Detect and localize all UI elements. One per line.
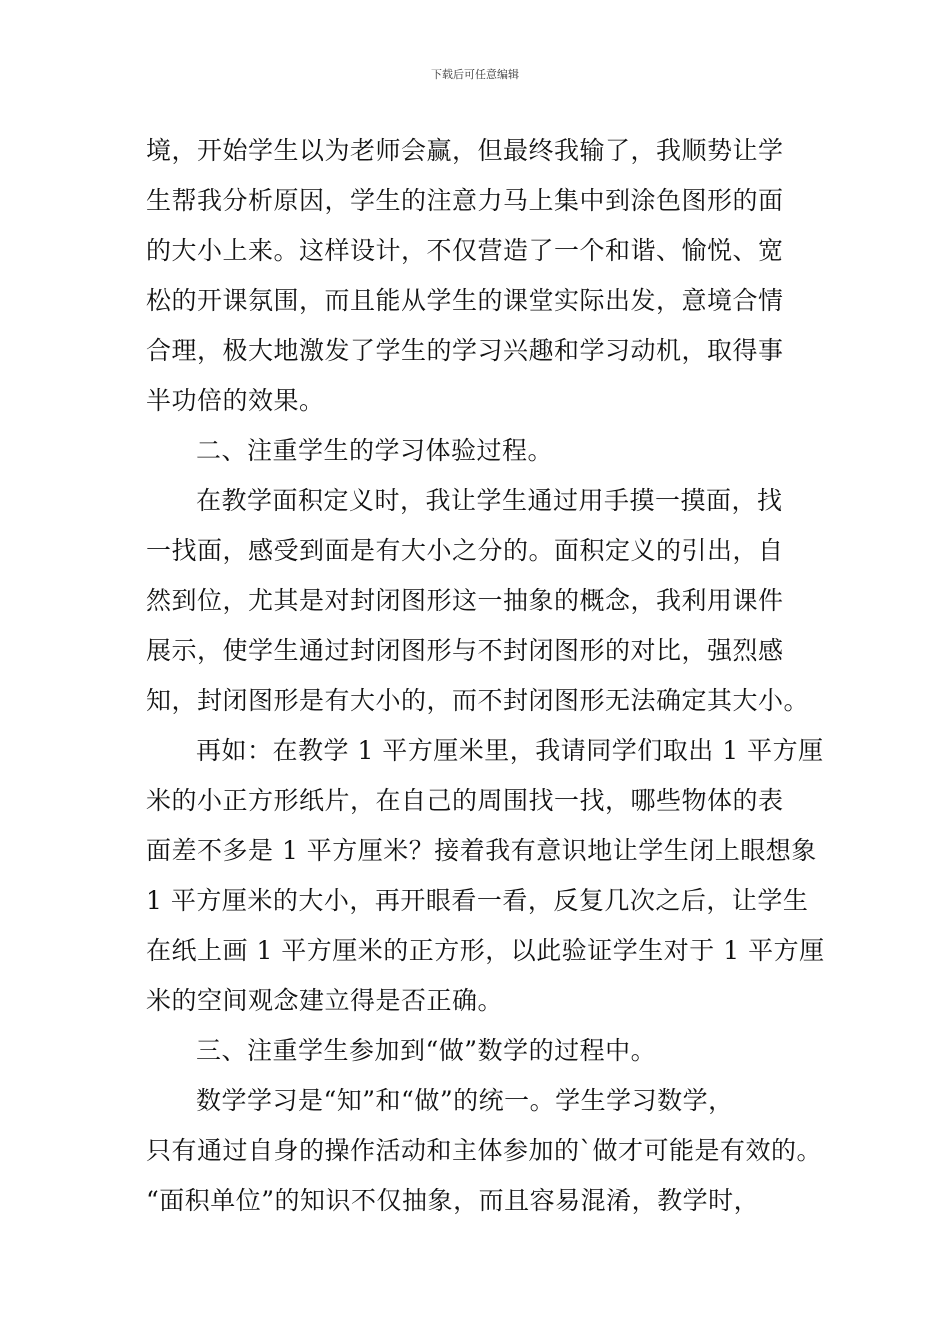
text-line: 松的开课氛围，而且能从学生的课堂实际出发，意境合情 — [146, 286, 784, 315]
body-text — [146, 126, 836, 1226]
text-line: 面差不多是 1 平方厘米？接着我有意识地让学生闭上眼想象 — [146, 836, 817, 865]
text-line: 在纸上画 1 平方厘米的正方形，以此验证学生对于 1 平方厘 — [146, 936, 825, 965]
page-header: 下载后可任意编辑 — [431, 68, 519, 81]
text-line: 只有通过自身的操作活动和主体参加的`做才可能是有效的。 — [146, 1136, 823, 1165]
text-line: 数学学习是“知”和“做”的统一。学生学习数学， — [196, 1086, 734, 1115]
text-line: 三、注重学生参加到“做”数学的过程中。 — [196, 1036, 657, 1065]
text-line: 一找面，感受到面是有大小之分的。面积定义的引出，自 — [146, 536, 784, 565]
text-line: 再如：在教学 1 平方厘米里，我请同学们取出 1 平方厘 — [196, 736, 824, 765]
text-line: 生帮我分析原因，学生的注意力马上集中到涂色图形的面 — [146, 186, 784, 215]
text-line: 的大小上来。这样设计，不仅营造了一个和谐、愉悦、宽 — [146, 236, 784, 265]
text-line: 境，开始学生以为老师会赢，但最终我输了，我顺势让学 — [146, 136, 784, 165]
text-line: “面积单位”的知识不仅抽象，而且容易混淆，教学时， — [146, 1186, 760, 1215]
text-line: 展示，使学生通过封闭图形与不封闭图形的对比，强烈感 — [146, 636, 784, 665]
text-line: 米的小正方形纸片，在自己的周围找一找，哪些物体的表 — [146, 786, 784, 815]
text-line: 合理，极大地激发了学生的学习兴趣和学习动机，取得事 — [146, 336, 784, 365]
text-line: 米的空间观念建立得是否正确。 — [146, 986, 504, 1015]
text-line: 1 平方厘米的大小，再开眼看一看，反复几次之后，让学生 — [146, 886, 809, 915]
text-line: 二、注重学生的学习体验过程。 — [196, 436, 554, 465]
text-line: 知，封闭图形是有大小的，而不封闭图形无法确定其大小。 — [146, 686, 810, 715]
text-line: 在教学面积定义时，我让学生通过用手摸一摸面，找 — [196, 486, 783, 515]
text-line: 然到位，尤其是对封闭图形这一抽象的概念，我利用课件 — [146, 586, 784, 615]
text-line: 半功倍的效果。 — [146, 386, 325, 415]
